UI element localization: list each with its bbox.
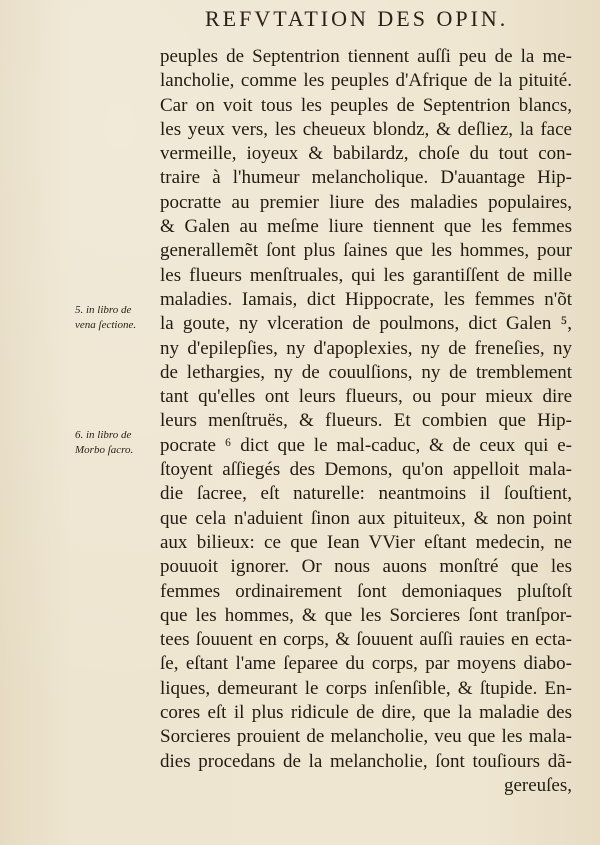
running-head: REFVTATION DES OPIN. [205,6,509,31]
text-line: de lethargies, ny de couulſions, ny de tremblement [160,361,572,383]
text-line: dies procedans de la melancholie, ſont touſiours dã- [160,750,572,772]
margin-note-5 [75,303,157,333]
text-line: ſtoyent aſſiegés des Demons, qu'on appelloit mala- [160,459,572,481]
text-line: liques, demeurant le corps inſenſible, & ſtupide. En- [160,677,572,699]
text-line: les yeux vers, les cheueux blondz, & deſliez, la face [160,118,572,140]
text-line: la goute, ny vlceration de poulmons, dict Galen ⁵, [160,313,572,335]
text-line: pouuoit ignorer. Or nous auons monſtré que les [160,556,572,578]
body-text [160,45,572,798]
text-line: ſe, eſtant l'ame ſeparee du corps, par moyens diabo- [160,653,572,675]
text-line: maladies. Iamais, dict Hippocrate, les femmes n'õt [160,288,572,310]
text-line: aux bilieux: ce que Iean VVier eſtant medecin, ne [160,531,572,553]
text-line: ny d'epilepſies, ny d'apoplexies, ny de freneſies, ny [160,337,572,359]
text-line: femmes ordinairement ſont demoniaques pluſtoſt [160,580,572,602]
text-line: pocratte au premier liure des maladies populaires, [160,191,572,213]
catchword: gereuſes, [503,774,572,796]
text-line: & Galen au meſme liure tiennent que les femmes [160,216,572,238]
margin-note-line: Morbo ſacro. [75,444,134,456]
text-line: Sorcieres prouient de melancholie, veu que les mala- [160,726,572,748]
margin-note-6 [75,428,157,458]
text-line: tees ſouuent en corps, & ſouuent auſſi rauies en ecta- [160,629,572,651]
margin-note-line: vena ſectione. [75,319,137,331]
text-line: tant qu'elles ont leurs flueurs, ou pour mieux dire [160,386,572,408]
text-line: vermeille, ioyeux & babilardz, choſe du tout con- [160,143,572,165]
text-line: cores eſt il plus ridicule de dire, que la maladie des [160,702,572,724]
margin-note-line: 5. in libro de [75,304,132,316]
text-line: que les hommes, & que les Sorcieres ſont tranſpor- [160,604,572,626]
text-line: leurs menſtruës, & flueurs. Et combien que Hip- [160,410,572,432]
text-line: Car on voit tous les peuples de Septentrion blancs, [160,94,572,116]
text-line: lancholie, comme les peuples d'Afrique de la pituité. [160,70,572,92]
text-line: traire à l'humeur melancholique. D'auantage Hip- [160,167,572,189]
margin-note-line: 6. in libro de [75,429,132,441]
text-line: die ſacree, eſt naturelle: neantmoins il ſouſtient, [160,483,572,505]
text-line: les flueurs menſtruales, qui les garantiſſent de mille [160,264,572,286]
text-line: pocrate ⁶ dict que le mal-caduc, & de ceux qui e- [160,434,572,456]
text-line: que cela n'aduient ſinon aux pituiteux, & non point [160,507,572,529]
text-line: peuples de Septentrion tiennent auſſi peu de la me- [160,46,572,67]
text-line: generallemẽt ſont plus ſaines que les hommes, pour [160,240,572,262]
